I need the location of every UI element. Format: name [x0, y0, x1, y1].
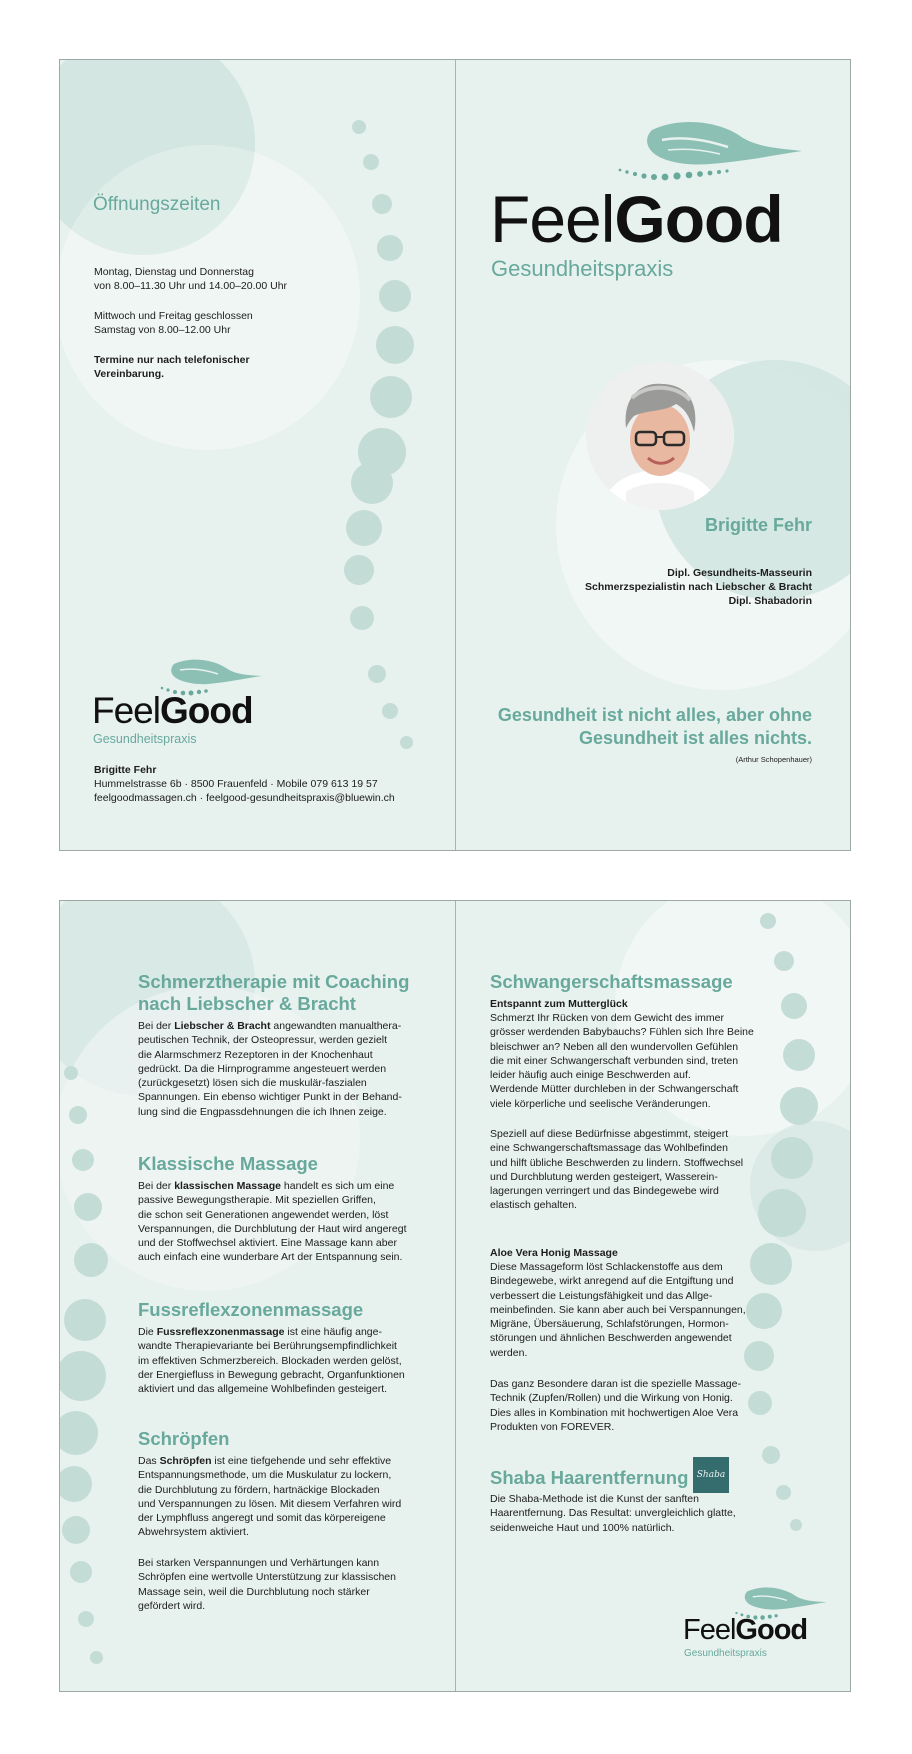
contact-address: Hummelstrasse 6b · 8500 Frauenfeld · Mobile 079 613 19 57 — [94, 778, 378, 790]
decor-dot — [376, 326, 414, 364]
section-text: Das ganz Besondere daran ist die spezielle Massage- Technik (Zupfen/Rollen) und die Wirkung von Honig. Dies alles in Kombination mit hochwertigen Aloe Vera Produkten von FOREVER. — [490, 1378, 741, 1433]
logo-good: Good — [614, 182, 783, 256]
portrait-photo — [586, 362, 734, 510]
logo-subtitle: Gesundheitspraxis — [491, 256, 674, 281]
hours-note: Termine nur nach telefonischer — [94, 354, 250, 366]
decor-dot — [59, 1466, 92, 1502]
quote-line: Gesundheit ist alles nichts. — [578, 728, 812, 748]
decor-dot — [90, 1651, 103, 1664]
decor-dot — [790, 1519, 802, 1531]
section-text: Diese Massageform löst Schlackenstoffe aus dem Bindegewebe, wirkt anregend auf die Entgiftung und verbessert die Leistungsfähigkeit und das Allge- meinbefinden. Sie kann aber auch bei Verspannungen, Migräne, Übersäuerung, Schlafstörungen, Hormon- störungen und ähnlichen Beschwerden angewendet werden. — [490, 1261, 746, 1359]
decor-dot — [352, 120, 366, 134]
decor-dot — [62, 1516, 90, 1544]
decor-dot — [74, 1243, 108, 1277]
hours-line: Montag, Dienstag und Donnerstag — [94, 266, 254, 278]
decor-dot — [72, 1149, 94, 1171]
hours-line: Samstag von 8.00–12.00 Uhr — [94, 324, 231, 336]
brochure-outer-sheet — [59, 59, 851, 851]
section-text: Bei der klassischen Massage handelt es sich um eine passive Bewegungstherapie. Mit speziellen Griffen, die schon seit Generationen angewendet werden, löst Verspannungen, die Durchblutung der Haut wird angeregt und der Stoffwechsel aktiviert. Eine Massage kann aber auch einfach eine wunderbare Art der Entspannung sein. — [138, 1180, 407, 1264]
quote-author: (Arthur Schopenhauer) — [735, 755, 812, 764]
decor-dot — [382, 703, 398, 719]
contact-web: feelgoodmassagen.ch · feelgood-gesundheitspraxis@bluewin.ch — [94, 792, 395, 804]
section-text: Die Shaba-Methode ist die Kunst der sanften Haarentfernung. Das Resultat: unvergleichlich glatte, seidenweiche Haut und 100% natürlich. — [490, 1493, 736, 1534]
decor-dot — [350, 606, 374, 630]
decor-dot — [762, 1446, 780, 1464]
fold-line — [455, 901, 456, 1691]
profile-title: Dipl. Shabadorin — [728, 595, 812, 607]
decor-dot — [346, 510, 382, 546]
logo-good: Good — [159, 690, 253, 731]
profile-name: Brigitte Fehr — [704, 515, 812, 535]
section-subtitle: Aloe Vera Honig Massage — [490, 1247, 618, 1259]
decor-dot — [377, 235, 403, 261]
section-text: Speziell auf diese Bedürfnisse abgestimmt, steigert eine Schwangerschaftsmassage das Wohlbefinden und hilft übliche Beschwerden zu lindern. Stoffwechsel und Durchblutung werden gesteigert, Wasserein- lagerungen verringert und das Bindegewebe wird elastisch gehalten. — [490, 1128, 744, 1212]
decor-dot — [760, 913, 776, 929]
section-title: Schröpfen — [138, 1428, 230, 1449]
section-subtitle: Entspannt zum Mutterglück — [490, 998, 628, 1010]
quote-line: Gesundheit ist nicht alles, aber ohne — [497, 705, 812, 725]
contact-name: Brigitte Fehr — [94, 764, 157, 776]
decor-dot — [379, 280, 411, 312]
hours-note: Vereinbarung. — [94, 368, 165, 380]
decor-dot — [64, 1066, 78, 1080]
logo-subtitle: Gesundheitspraxis — [684, 1648, 767, 1659]
fold-line — [455, 60, 456, 850]
decor-dot — [372, 194, 392, 214]
section-text: Bei der Liebscher & Bracht angewandten manualthera- peutischen Technik, der Osteopressur, werden gezielt die Alarmschmerz Rezeptoren in der Knochenhaut gedrückt. Da die Hirnprogramme angesteuert werden (zurückgesetzt) lösen sich die muskulär-faszialen Spannungen. Ein ebenso wichtiger Punkt in der Behand- lung sind die Engpassdehnungen die ich Ihnen zeige. — [138, 1020, 402, 1118]
hand-logo-icon — [612, 120, 812, 190]
logo-feel: Feel — [92, 690, 160, 731]
decor-dot — [59, 1351, 106, 1401]
section-text: Bei starken Verspannungen und Verhärtungen kann Schröpfen eine wertvolle Unterstützung zur klassischen Massage sein, weil die Durchblutung noch stärker gefördert wird. — [138, 1557, 396, 1612]
decor-dot — [344, 555, 374, 585]
logo-feel: Feel — [490, 182, 615, 256]
section-title: Shaba Haarentfernung — [490, 1467, 689, 1488]
brochure-inner-sheet — [59, 900, 851, 1692]
logo-subtitle: Gesundheitspraxis — [93, 732, 197, 746]
section-title: Schmerztherapie mit Coaching — [138, 971, 410, 992]
section-title: Fussreflexzonenmassage — [138, 1299, 364, 1320]
shaba-logo: Shaba — [693, 1457, 729, 1493]
decor-dot — [64, 1299, 106, 1341]
hours-line: Mittwoch und Freitag geschlossen — [94, 310, 253, 322]
section-text: Das Schröpfen ist eine tiefgehende und sehr effektive Entspannungsmethode, um die Muskulatur zu lockern, die Durchblutung zu fördern, hartnäckige Blockaden und Verspannungen zu lösen. Mit diesem Verfahren wird der Lymphfluss angeregt und somit das körpereigene Abwehrsystem aktiviert. — [138, 1455, 402, 1539]
section-text: Schmerzt Ihr Rücken von dem Gewicht des immer grösser werdenden Babybauchs? Fühlen sich Ihre Beine bleischwer an? Neben all den wundervollen Gefühlen die mit einer Schwangerschaft verbunden sind, treten leider häufig auch einige Beschwerden auf. Werdende Mütter durchleben in der Schwangerschaft viele körperliche und seelische Veränderungen. — [490, 1012, 754, 1110]
section-title: Schwangerschaftsmassage — [490, 971, 733, 992]
section-title: nach Liebscher & Bracht — [138, 993, 356, 1014]
decor-dot — [351, 462, 393, 504]
profile-title: Schmerzspezialistin nach Liebscher & Bracht — [585, 581, 812, 593]
section-title: Klassische Massage — [138, 1153, 318, 1174]
section-text: Die Fussreflexzonenmassage ist eine häufig ange- wandte Therapievariante bei Berührungsempfindlichkeit im effektiven Schmerzbereich. Blockaden werden gelöst, der Energiefluss in Bewegung gebracht, Organfunktionen aktiviert und das allgemeine Wohlbefinden gesteigert. — [138, 1326, 405, 1396]
decor-dot — [774, 951, 794, 971]
hours-title: Öffnungszeiten — [93, 194, 221, 215]
decor-dot — [370, 376, 412, 418]
decor-dot — [70, 1561, 92, 1583]
decor-dot — [78, 1611, 94, 1627]
decor-dot — [59, 1411, 98, 1455]
logo-good: Good — [735, 1614, 808, 1646]
decor-dot — [69, 1106, 87, 1124]
hours-line: von 8.00–11.30 Uhr und 14.00–20.00 Uhr — [94, 280, 288, 292]
decor-dot — [368, 665, 386, 683]
logo-feel: Feel — [683, 1614, 736, 1646]
decor-dot — [74, 1193, 102, 1221]
decor-dot — [363, 154, 379, 170]
profile-title: Dipl. Gesundheits-Masseurin — [667, 567, 812, 579]
decor-dot — [400, 736, 413, 749]
